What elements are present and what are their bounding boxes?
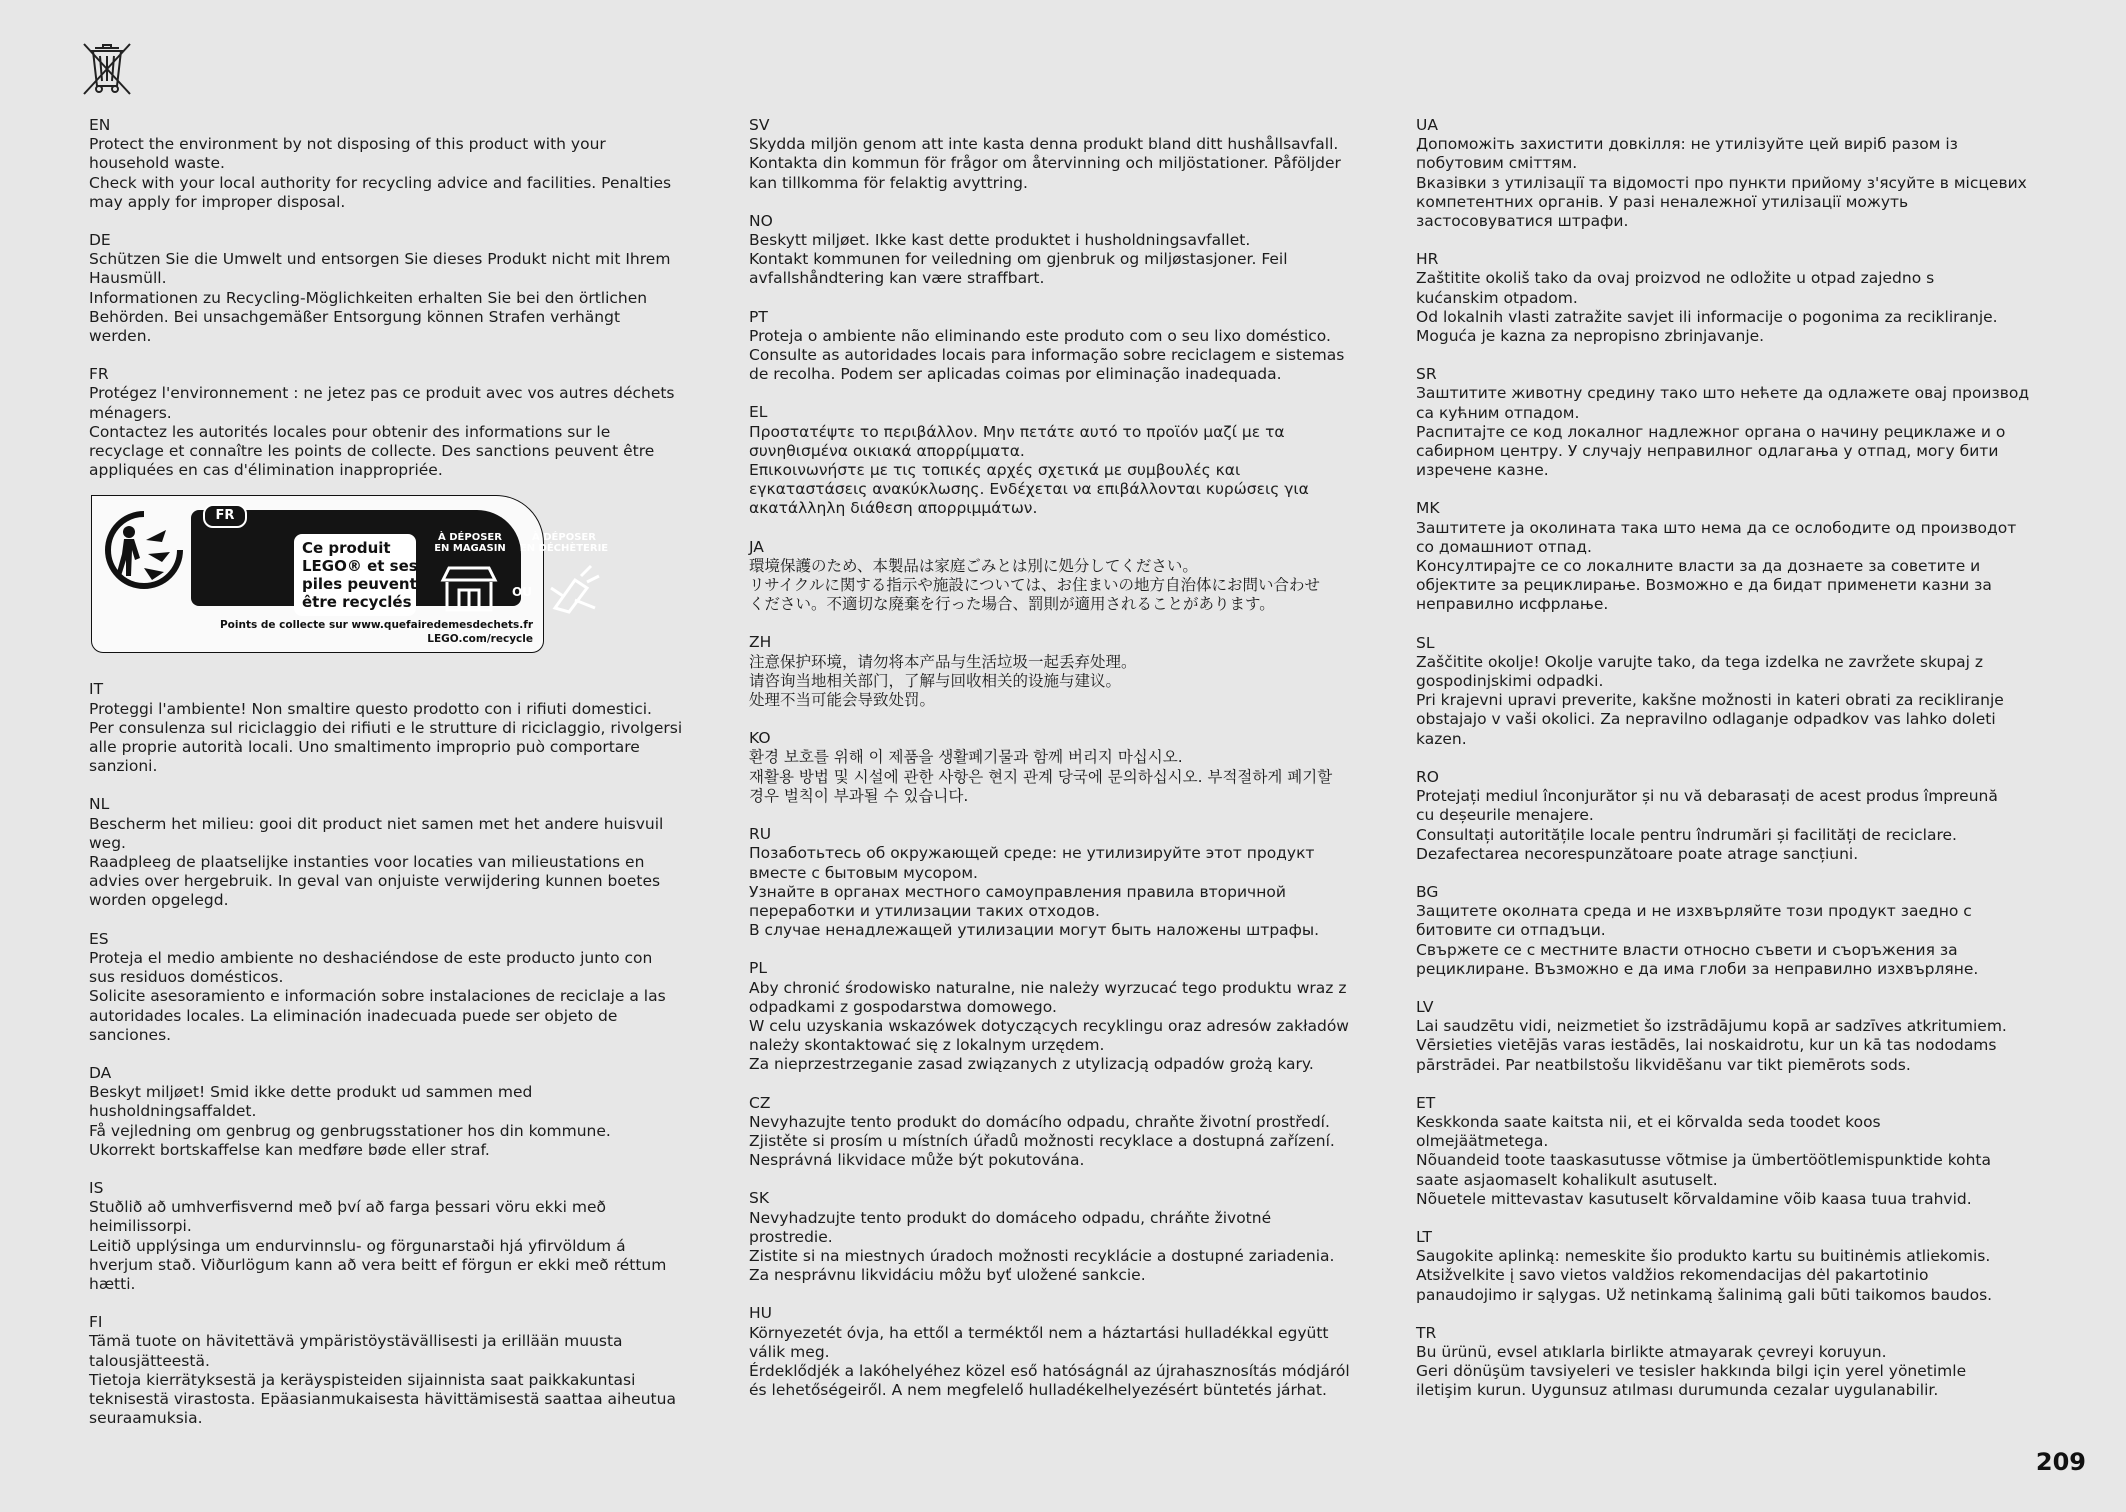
notice-text-line: Nevyhazujte tento produkt do domácího odpadu, chraňte životní prostředí. <box>749 1112 1330 1131</box>
notice-text-line: cu deșeurile menajere. <box>1416 806 1594 825</box>
notice-text-line: kazen. <box>1416 729 1467 748</box>
notice-text-line: obstajajo v vaši okolici. Za nepravilno odlaganje odpadkov vas lahko doleti <box>1416 710 1996 729</box>
notice-text-line: recyclage et connaître les points de collecte. Des sanctions peuvent être <box>89 442 655 461</box>
language-block-et <box>1416 1094 2066 1209</box>
notice-text-line: Nõuandeid toote taaskasutusse võtmise ja ümbertöötlemispunktide kohta <box>1416 1151 1991 1170</box>
language-code: DE <box>89 231 111 250</box>
notice-text-line: saate asjaomaselt kohalikult asutuselt. <box>1416 1170 1718 1189</box>
notice-text-line: appliquées en cas d'élimination inappropriée. <box>89 461 443 480</box>
language-block-fr <box>89 365 739 480</box>
notice-text-line: 경우 벌칙이 부과될 수 있습니다. <box>749 786 969 805</box>
notice-text-line: Schützen Sie die Umwelt und entsorgen Sie dieses Produkt nicht mit Ihrem <box>89 250 671 269</box>
language-block-cz <box>749 1094 1399 1171</box>
language-code: RU <box>749 825 772 844</box>
notice-text-line: Nesprávná likvidace může být pokutována. <box>749 1151 1085 1170</box>
notice-text-line: may apply for improper disposal. <box>89 192 346 211</box>
notice-text-line: застосовуватися штрафи. <box>1416 212 1629 231</box>
notice-text-line: panaudojimo ir sąlygas. Už netinkamą šalinimą gali būti taikomos baudos. <box>1416 1285 1993 1304</box>
notice-text-line: kan tillkomma för felaktig avyttring. <box>749 173 1028 192</box>
notice-text-line: advies over hergebruik. In geval van onjuiste verwijdering kunnen boetes <box>89 872 661 891</box>
heading-line: EN DÉCHÈTERIE <box>519 543 609 555</box>
notice-text-line: В случае ненадлежащей утилизации могут быть наложены штрафы. <box>749 921 1320 940</box>
language-code: SV <box>749 116 770 134</box>
notice-text-line: Bu ürünü, evsel atıklarla birlikte atmayarak çevreyi koruyun. <box>1416 1342 1887 1361</box>
notice-text-line: pārstrādei. Par neatbilstošu likvidēšanu var tikt piemērots sods. <box>1416 1055 1911 1074</box>
notice-text-line: Geri dönüşüm tavsiyeleri ve tesisler hakkında bilgi için yerel yönetimle <box>1416 1362 1967 1381</box>
notice-text-line: de recolha. Podem ser aplicadas coimas por eliminação inadequada. <box>749 365 1282 384</box>
language-code: PL <box>749 959 767 978</box>
notice-text-line: weg. <box>89 833 126 852</box>
language-code: JA <box>749 537 764 556</box>
notice-text-line: Moguća je kazna za nepropisno zbrinjavanje. <box>1416 327 1765 346</box>
language-code: LT <box>1416 1227 1432 1246</box>
language-block-ko <box>749 729 1399 806</box>
notice-text-line: リサイクルに関する指示や施設については、お住まいの地方自治体にお問い合わせ <box>749 576 1321 595</box>
notice-text-line: 環境保護のため、本製品は家庭ごみとは別に処分してください。 <box>749 556 1198 575</box>
notice-text-line: gospodinjskimi odpadki. <box>1416 672 1604 691</box>
notice-text-line: odpadkami z gospodarstwa domowego. <box>749 997 1057 1016</box>
page-number: 209 <box>2035 1448 2086 1476</box>
recycling-drop-off-icon <box>545 558 603 616</box>
language-block-tr <box>1416 1324 2066 1401</box>
language-code: LV <box>1416 997 1434 1016</box>
collection-points-link: Points de collecte sur www.quefairedemesdechets.fr <box>219 619 533 632</box>
language-block-sr <box>1416 365 2066 480</box>
shop-icon <box>439 564 499 614</box>
language-block-hu <box>749 1304 1399 1400</box>
language-block-lt <box>1416 1228 2066 1305</box>
notice-text-line: Check with your local authority for recycling advice and facilities. Penalties <box>89 173 672 192</box>
heading-line: À DÉPOSER <box>532 532 596 544</box>
notice-text-line: Консултирајте се со локалните власти за да дознаете за советите и <box>1416 557 1981 576</box>
notice-text-line: Stuðlið að umhverfisvernd með því að farga þessari vöru ekki með <box>89 1198 606 1217</box>
or-label: OU <box>512 585 532 600</box>
notice-text-line: Behörden. Bei unsachgemäßer Entsorgung können Strafen verhängt <box>89 307 621 326</box>
language-code: MK <box>1416 499 1440 518</box>
notice-text-line: со домашниот отпад. <box>1416 537 1592 556</box>
notice-text-line: переработки и утилизации таких отходов. <box>749 901 1100 920</box>
notice-text-line: hverjum stað. Viðurlögum kann að vera beitt ef förgun er ekki með réttum <box>89 1255 667 1274</box>
heading-line: EN MAGASIN <box>434 543 506 555</box>
notice-text-line: Informationen zu Recycling-Möglichkeiten erhalten Sie bei den örtlichen <box>89 288 648 307</box>
notice-text-line: побутовим сміттям. <box>1416 154 1578 173</box>
notice-text-line: Vērsieties vietējās varas iestādēs, lai noskaidrotu, kur un kā tas nododams <box>1416 1036 1997 1055</box>
recyclable-line: Ce produit <box>302 539 391 558</box>
notice-text-line: Kontakt kommunen for veiledning om gjenbruk og miljøstasjoner. Feil <box>749 250 1288 269</box>
notice-text-line: Zaščitite okolje! Okolje varujte tako, da tega izdelka ne zavržete skupaj z <box>1416 652 1984 671</box>
notice-text-line: вместе с бытовым мусором. <box>749 863 978 882</box>
notice-text-line: Узнайте в органах местного самоуправления правила вторичной <box>749 882 1286 901</box>
language-block-is <box>89 1179 739 1294</box>
language-block-da <box>89 1064 739 1160</box>
language-block-bg <box>1416 883 2066 979</box>
notice-text-line: εγκαταστάσεις ανακύκλωσης. Ενδέχεται να επιβάλλονται κυρώσεις για <box>749 480 1309 499</box>
notice-text-line: Dezafectarea necorespunzătoare poate atrage sancțiuni. <box>1416 844 1859 863</box>
notice-text-line: Zistite si na miestnych úradoch možnosti recyklácie a dostupné zariadenia. <box>749 1246 1335 1265</box>
triman-recycling-label <box>91 495 609 653</box>
notice-text-line: Вказівки з утилізації та відомості про пункти прийому з'ясуйте в місцевих <box>1416 173 2027 192</box>
notice-text-line: ください。不適切な廃棄を行った場合、罰則が適用されることがあります。 <box>749 595 1275 614</box>
notice-text-line: Za nieprzestrzeganie zasad związanych z utylizacją odpadów grożą kary. <box>749 1055 1314 1074</box>
language-block-en <box>89 116 739 212</box>
column-3 <box>1416 116 2066 1420</box>
language-code: SK <box>749 1189 770 1208</box>
notice-text-line: sanzioni. <box>89 757 158 776</box>
notice-text-line: ménagers. <box>89 403 172 422</box>
notice-text-line: са кућним отпадом. <box>1416 403 1580 422</box>
notice-text-line: Kontakta din kommun för frågor om återvinning och miljöstationer. Påföljder <box>749 154 1341 173</box>
notice-text-line: iletişim kurun. Uygunsuz atılması durumunda cezalar uygulanabilir. <box>1416 1381 1939 1400</box>
notice-text-line: household waste. <box>89 154 225 173</box>
language-code: HU <box>749 1304 773 1323</box>
notice-text-line: Protégez l'environnement : ne jetez pas ce produit avec vos autres déchets <box>89 384 675 403</box>
notice-text-line: Proteja o ambiente não eliminando este produto com o seu lixo doméstico. <box>749 326 1331 345</box>
notice-text-line: изречене казне. <box>1416 461 1549 480</box>
notice-text-line: Beskytt miljøet. Ikke kast dette produktet i husholdningsavfallet. <box>749 231 1251 250</box>
store-drop-off-heading <box>427 532 513 554</box>
triman-recycling-icon <box>100 506 188 594</box>
notice-text-line: Προστατέψτε το περιβάλλον. Μην πετάτε αυτό το προϊόν μαζί με τα <box>749 422 1285 441</box>
notice-text-line: Допоможіть захистити довкілля: не утилізуйте цей виріб разом із <box>1416 135 1958 154</box>
notice-text-line: Atsižvelkite į savo vietos valdžios rekomendacijas dėl pakartotinio <box>1416 1266 1929 1285</box>
language-code: ES <box>89 929 109 948</box>
notice-text-line: hætti. <box>89 1274 136 1293</box>
notice-text-line: Aby chronić środowisko naturalne, nie należy wyrzucać tego produktu wraz z <box>749 978 1347 997</box>
language-block-nl <box>89 795 739 910</box>
language-code: DA <box>89 1063 112 1082</box>
language-block-lv <box>1416 998 2066 1075</box>
notice-text-line: Proteja el medio ambiente no deshaciéndose de este producto junto con <box>89 948 653 967</box>
language-block-mk <box>1416 499 2066 614</box>
notice-text-line: autoridades locales. La eliminación inadecuada puede ser objeto de <box>89 1006 618 1025</box>
notice-text-line: рециклиране. Възможно е да има глоби за неправилно изхвърляне. <box>1416 959 1979 978</box>
notice-text-line: 请咨询当地相关部门，了解与回收相关的设施与建议。 <box>749 671 1122 690</box>
notice-text-line: sus residuos domésticos. <box>89 968 284 987</box>
notice-text-line: Skydda miljön genom att inte kasta denna produkt bland ditt hushållsavfall. <box>749 135 1339 154</box>
language-block-el <box>749 403 1399 518</box>
notice-text-line: Érdeklődjék a lakóhelyéhez közel eső hatóságnál az újrahasznosítás módjáról <box>749 1361 1350 1380</box>
notice-text-line: битовите си отпадъци. <box>1416 921 1606 940</box>
language-code: IS <box>89 1178 104 1197</box>
notice-text-line: Επικοινωνήστε με τις τοπικές αρχές σχετικά με συμβουλές και <box>749 461 1241 480</box>
notice-text-line: sanciones. <box>89 1025 172 1044</box>
notice-text-line: Protejați mediul înconjurător și nu vă debarasați de acest produs împreună <box>1416 787 1998 806</box>
notice-text-line: неправилно исфрлање. <box>1416 595 1609 614</box>
language-block-pt <box>749 308 1399 385</box>
language-block-es <box>89 930 739 1045</box>
recyclable-line: piles peuvent <box>302 575 417 594</box>
language-code: RO <box>1416 767 1439 786</box>
language-code: KO <box>749 729 771 748</box>
notice-text-line: Saugokite aplinką: nemeskite šio produkto kartu su buitinėmis atliekomis. <box>1416 1247 1991 1266</box>
notice-text-line: alle proprie autorità locali. Uno smaltimento improprio può comportare <box>89 738 640 757</box>
language-code: PT <box>749 307 768 326</box>
notice-text-line: worden opgelegd. <box>89 891 229 910</box>
notice-text-line: teknisestä virastosta. Epäasianmukaisesta hävittämisestä saattaa aiheutua <box>89 1389 676 1408</box>
language-code: SL <box>1416 633 1435 652</box>
notice-text-line: werden. <box>89 327 152 346</box>
language-code: ET <box>1416 1093 1436 1112</box>
notice-text-line: Позаботьтесь об окружающей среде: не утилизируйте этот продукт <box>749 844 1315 863</box>
language-code: ZH <box>749 633 772 652</box>
notice-text-line: prostredie. <box>749 1227 833 1246</box>
notice-text-line: Consulte as autoridades locais para informação sobre reciclagem e sistemas <box>749 346 1345 365</box>
notice-text-line: Bescherm het milieu: gooi dit product niet samen met het andere huisvuil <box>89 814 664 833</box>
notice-text-line: Per consulenza sul riciclaggio dei rifiuti e le strutture di riciclaggio, rivolgersi <box>89 718 683 737</box>
notice-text-line: 재활용 방법 및 시설에 관한 사항은 현지 관계 당국에 문의하십시오. 부적절하게 폐기할 <box>749 767 1333 786</box>
language-code: EL <box>749 403 768 422</box>
notice-text-line: Ukorrekt bortskaffelse kan medføre bøde eller straf. <box>89 1140 490 1159</box>
notice-text-line: Raadpleeg de plaatselijke instanties voor locaties van milieustations en <box>89 853 645 872</box>
language-block-sk <box>749 1189 1399 1285</box>
notice-text-line: należy skontaktować się z lokalnym urzędem. <box>749 1036 1105 1055</box>
waste-center-drop-off-heading <box>516 532 612 554</box>
language-code: IT <box>89 680 104 699</box>
column-1 <box>89 116 739 1447</box>
language-code: HR <box>1416 250 1439 269</box>
notice-text-line: Nevyhadzujte tento produkt do domáceho odpadu, chráňte životné <box>749 1208 1272 1227</box>
notice-text-line: Zjistěte si prosím u místních úřadů možnosti recyklace a dostupná zařízení. <box>749 1131 1335 1150</box>
notice-text-line: Keskkonda saate kaitsta nii, et ei kõrvalda seda toodet koos <box>1416 1112 1881 1131</box>
notice-text-line: објектите за рециклирање. Возможно е да бидат применети казни за <box>1416 576 1992 595</box>
crossed-out-bin-icon <box>82 42 132 96</box>
notice-text-line: Защитете околната среда и не изхвърляйте този продукт заедно с <box>1416 902 1972 921</box>
notice-text-line: 환경 보호를 위해 이 제품을 생활폐기물과 함께 버리지 마십시오. <box>749 748 1183 767</box>
notice-text-line: Za nesprávnu likvidáciu môžu byť uložené sankcie. <box>749 1266 1146 1285</box>
language-block-sv <box>749 116 1399 193</box>
language-block-pl <box>749 959 1399 1074</box>
language-code: UA <box>1416 116 1438 134</box>
notice-text-line: Contactez les autorités locales pour obtenir des informations sur le <box>89 422 611 441</box>
language-code: NL <box>89 795 110 814</box>
language-block-ru <box>749 825 1399 940</box>
language-block-zh <box>749 633 1399 710</box>
language-code: EN <box>89 116 111 134</box>
language-block-sl <box>1416 634 2066 749</box>
language-code: NO <box>749 211 773 230</box>
fr-badge: FR <box>203 504 247 528</box>
column-2 <box>749 116 1399 1419</box>
language-block-ja <box>749 538 1399 615</box>
notice-text-line: Свържете се с местните власти относно съвети и съоръжения за <box>1416 940 1958 959</box>
notice-text-line: Környezetét óvja, ha ettől a terméktől nem a háztartási hulladékkal együtt <box>749 1323 1329 1342</box>
notice-text-line: seuraamuksia. <box>89 1409 203 1428</box>
notice-text-line: Od lokalnih vlasti zatražite savjet ili informacije o pogonima za recikliranje. <box>1416 307 1998 326</box>
notice-text-line: Заштитете ја околината така што нема да се ослободите од производот <box>1416 518 2017 537</box>
notice-text-line: συνηθισμένα οικιακά απορρίμματα. <box>749 441 1025 460</box>
notice-text-line: válik meg. <box>749 1342 830 1361</box>
notice-text-line: Solicite asesoramiento e información sobre instalaciones de reciclaje a las <box>89 987 666 1006</box>
notice-text-line: ακατάλληλη διάθεση απορριμμάτων. <box>749 499 1038 518</box>
notice-text-line: W celu uzyskania wskazówek dotyczących recyklingu oraz adresów zakładów <box>749 1016 1349 1035</box>
language-block-no <box>749 212 1399 289</box>
notice-text-line: сабирном центру. У случају неправилног одлагања у отпад, могу бити <box>1416 442 1999 461</box>
notice-text-line: Tämä tuote on hävitettävä ympäristöystävällisesti ja erillään muusta <box>89 1332 623 1351</box>
notice-text-line: husholdningsaffaldet. <box>89 1102 257 1121</box>
language-block-ro <box>1416 768 2066 864</box>
notice-text-line: Zaštitite okoliš tako da ovaj proizvod ne odložite u otpad zajedno s <box>1416 269 1935 288</box>
language-block-hr <box>1416 250 2066 346</box>
notice-text-line: és lehetőségeiről. A nem megfelelő hulladékelhelyezésért büntetés járhat. <box>749 1381 1327 1400</box>
notice-text-line: Leitið upplýsinga um endurvinnslu- og förgunarstaði hjá yfirvöldum á <box>89 1236 626 1255</box>
recyclable-line: être recyclés <box>302 593 412 612</box>
notice-text-line: компетентних органів. У разі неналежної утилізації можуть <box>1416 192 1909 211</box>
notice-text-line: kućanskim otpadom. <box>1416 288 1578 307</box>
lego-recycle-link: LEGO.com/recycle <box>427 633 533 646</box>
language-block-ua <box>1416 116 2066 231</box>
notice-text-line: Protect the environment by not disposing of this product with your <box>89 135 606 154</box>
notice-text-line: Nõuetele mittevastav kasutuselt kõrvaldamine võib kaasa tuua trahvid. <box>1416 1189 1972 1208</box>
notice-text-line: Beskyt miljøet! Smid ikke dette produkt ud sammen med <box>89 1083 533 1102</box>
language-code: BG <box>1416 882 1439 901</box>
notice-text-line: heimilissorpi. <box>89 1217 192 1236</box>
notice-text-line: Распитајте се код локалног надлежног органа о начину рециклаже и о <box>1416 422 2006 441</box>
language-code: FR <box>89 365 109 384</box>
notice-text-line: Lai saudzētu vidi, neizmetiet šo izstrādājumu kopā ar sadzīves atkritumiem. <box>1416 1017 2007 1036</box>
notice-text-line: olmejäätmetega. <box>1416 1132 1549 1151</box>
notice-text-line: Hausmüll. <box>89 269 167 288</box>
language-block-it <box>89 680 739 776</box>
notice-text-line: Tietoja kierrätyksestä ja keräyspisteiden sijainnista saat paikkakuntasi <box>89 1370 636 1389</box>
notice-text-line: Proteggi l'ambiente! Non smaltire questo prodotto con i rifiuti domestici. <box>89 699 652 718</box>
language-code: CZ <box>749 1093 771 1112</box>
language-code: TR <box>1416 1323 1437 1342</box>
language-code: FI <box>89 1313 103 1332</box>
notice-text-line: 注意保护环境，请勿将本产品与生活垃圾一起丢弃处理。 <box>749 652 1137 671</box>
recyclable-line: LEGO® et ses <box>302 557 418 576</box>
language-code: SR <box>1416 365 1437 384</box>
notice-text-line: Заштитите животну средину тако што нећете да одлажете овај производ <box>1416 384 2030 403</box>
notice-text-line: Få vejledning om genbrug og genbrugsstationer hos din kommune. <box>89 1121 611 1140</box>
language-block-de <box>89 231 739 346</box>
notice-text-line: avfallshåndtering kan være straffbart. <box>749 269 1045 288</box>
notice-text-line: talousjätteestä. <box>89 1351 210 1370</box>
language-block-fi <box>89 1313 739 1428</box>
notice-text-line: Pri krajevni upravi preverite, kakšne možnosti in kateri obrati za recikliranje <box>1416 691 2004 710</box>
notice-text-line: Consultați autoritățile locale pentru îndrumări și facilități de reciclare. <box>1416 825 1957 844</box>
notice-text-line: 处理不当可能会导致处罚。 <box>749 691 936 710</box>
heading-line: À DÉPOSER <box>438 532 502 544</box>
recyclable-statement <box>294 534 416 616</box>
